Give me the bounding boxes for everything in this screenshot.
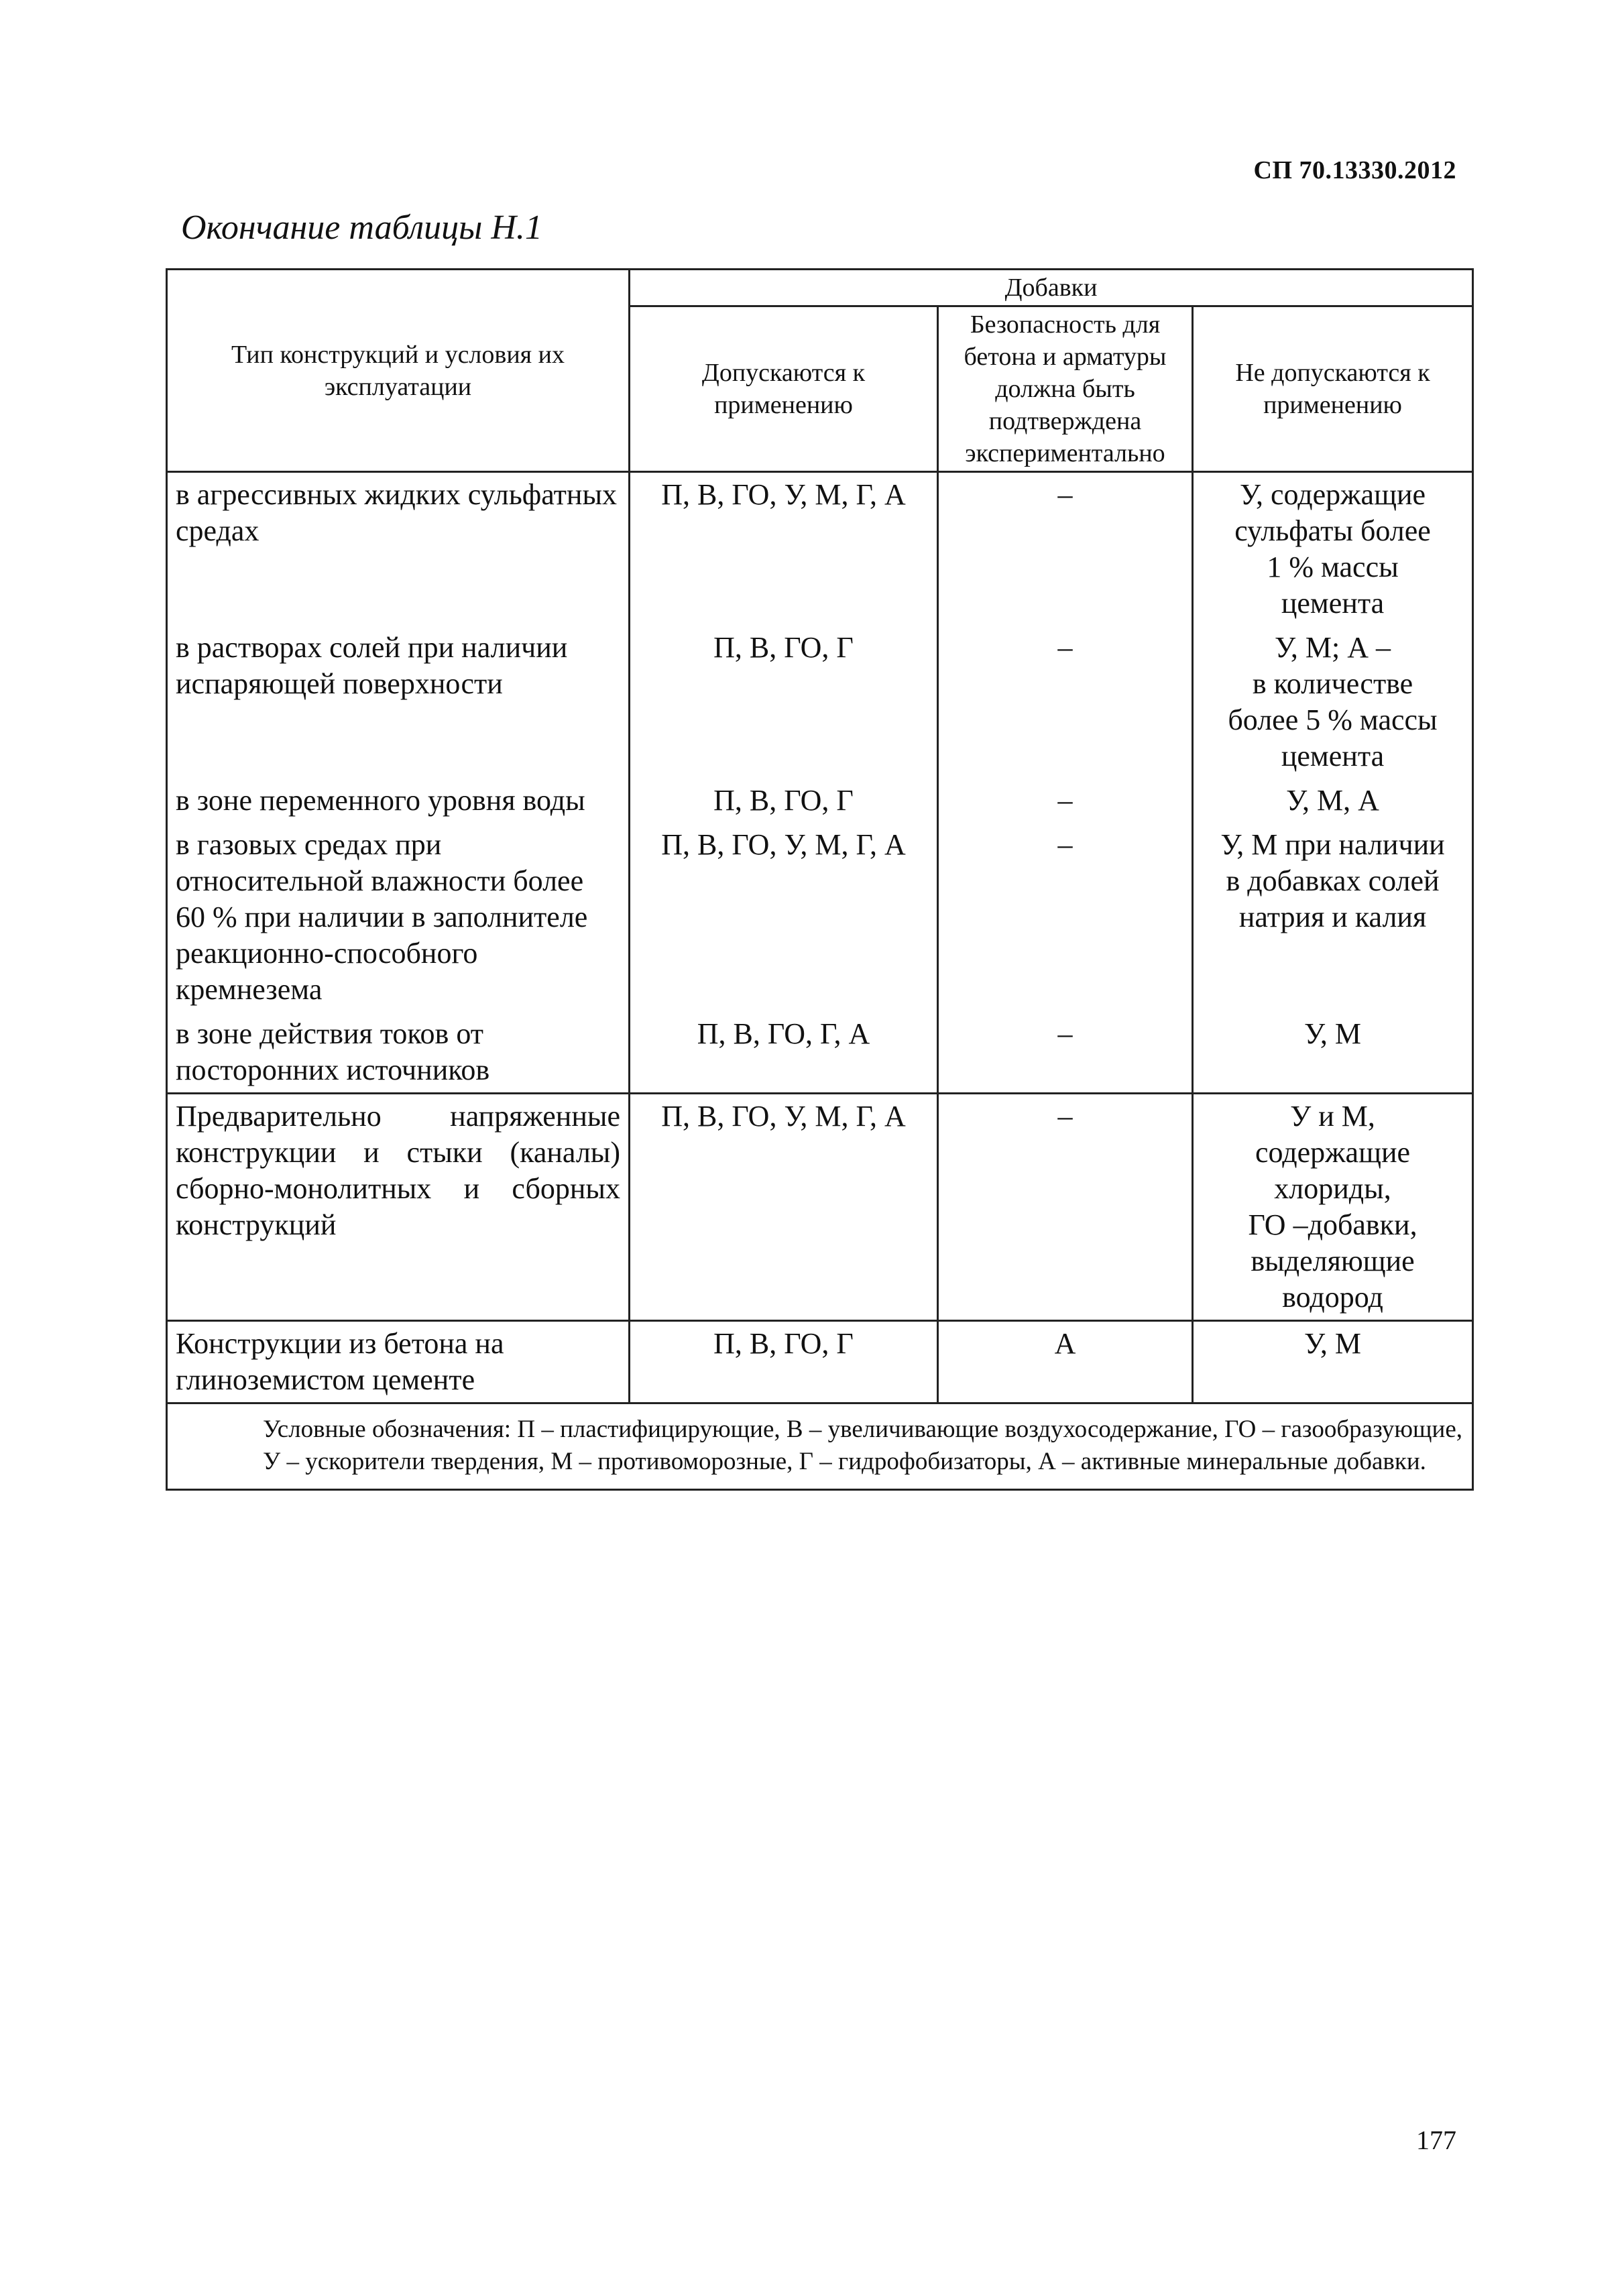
- table-row: [167, 1094, 1473, 1321]
- row-safety: –: [938, 1094, 1193, 1321]
- row-not-allowed: У, М: [1193, 1321, 1473, 1403]
- row-safety: –: [938, 472, 1193, 626]
- row-type: Конструкции из бетона на глиноземистом цементе: [167, 1321, 630, 1403]
- table-row: [167, 626, 1473, 779]
- table-header-row-1: [167, 270, 1473, 306]
- row-allowed: П, В, ГО, Г: [630, 779, 938, 823]
- row-not-allowed: У, М, А: [1193, 779, 1473, 823]
- row-type: в растворах солей при наличии испаряющей поверхности: [167, 626, 630, 779]
- header-construction-type: Тип конструкций и условия их эксплуатации: [167, 270, 630, 472]
- row-allowed: П, В, ГО, Г, А: [630, 1012, 938, 1094]
- row-allowed: П, В, ГО, Г: [630, 1321, 938, 1403]
- row-allowed: П, В, ГО, Г: [630, 626, 938, 779]
- row-safety: А: [938, 1321, 1193, 1403]
- row-safety: –: [938, 626, 1193, 779]
- header-not-allowed: Не допускаются к применению: [1193, 306, 1473, 472]
- header-allowed: Допускаются к применению: [630, 306, 938, 472]
- row-type: Предварительно напряженные конструкции и стыки (каналы) сборно-монолитных и сборных конструкций: [167, 1094, 630, 1321]
- row-allowed: П, В, ГО, У, М, Г, А: [630, 472, 938, 626]
- row-safety: –: [938, 823, 1193, 1012]
- row-type: в зоне переменного уровня воды: [167, 779, 630, 823]
- additives-table: [166, 268, 1474, 1491]
- legend-text: Условные обозначения: П – пластифицирующие, В – увеличивающие воздухосодержание, ГО – газообразующие, У – ускорители твердения, М – противоморозные, Г – гидрофобизаторы, А – активные минеральные добавки.: [263, 1416, 1463, 1475]
- row-not-allowed: У, содержащие сульфаты более 1 % массы цемента: [1193, 472, 1473, 626]
- row-not-allowed: У, М при наличии в добавках солей натрия и калия: [1193, 823, 1473, 1012]
- row-type: в зоне действия токов от посторонних источников: [167, 1012, 630, 1094]
- header-safety: Безопасность для бетона и арматуры должна быть подтверждена экспериментально: [938, 306, 1193, 472]
- row-allowed: П, В, ГО, У, М, Г, А: [630, 823, 938, 1012]
- row-type: в газовых средах при относительной влажности более 60 % при наличии в заполнителе реакционно-способного кремнезема: [167, 823, 630, 1012]
- page-number: 177: [1416, 2125, 1456, 2155]
- document-code: СП 70.13330.2012: [1253, 156, 1456, 184]
- row-allowed: П, В, ГО, У, М, Г, А: [630, 1094, 938, 1321]
- table-row: [167, 472, 1473, 626]
- table-row: [167, 823, 1473, 1012]
- row-not-allowed: У и М, содержащие хлориды, ГО –добавки, выделяющие водород: [1193, 1094, 1473, 1321]
- row-safety: –: [938, 1012, 1193, 1094]
- row-not-allowed: У, М: [1193, 1012, 1473, 1094]
- legend-cell: [167, 1403, 1473, 1490]
- row-not-allowed: У, М; А – в количестве более 5 % массы цемента: [1193, 626, 1473, 779]
- table-row: [167, 779, 1473, 823]
- table-caption: Окончание таблицы Н.1: [181, 209, 542, 247]
- table-row: [167, 1012, 1473, 1094]
- header-additives-group: Добавки: [630, 270, 1473, 306]
- legend-row: [167, 1403, 1473, 1490]
- table-row: [167, 1321, 1473, 1403]
- row-safety: –: [938, 779, 1193, 823]
- row-type: в агрессивных жидких сульфатных средах: [167, 472, 630, 626]
